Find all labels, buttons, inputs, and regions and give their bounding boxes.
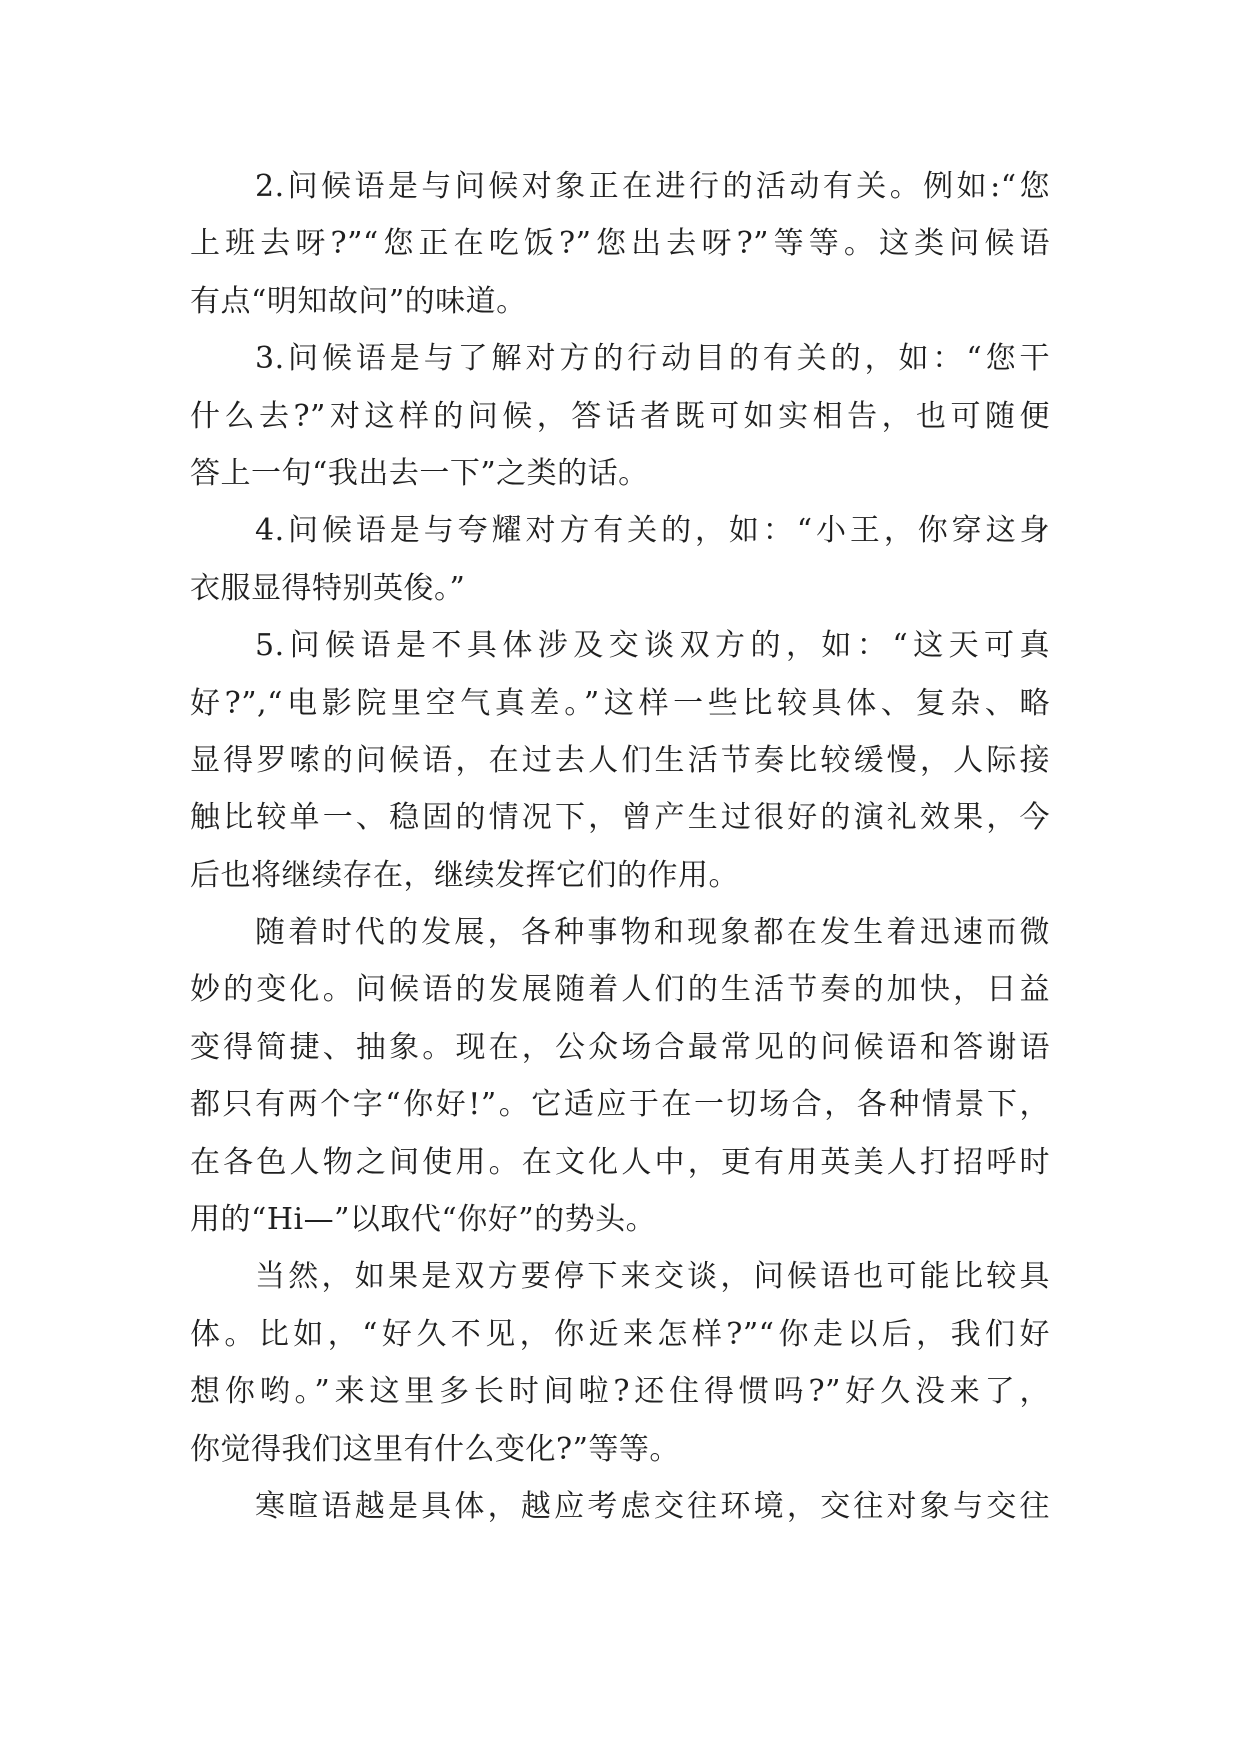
text-line: 4.问候语是与夸耀对方有关的，如：“小王，你穿这身 [255,513,1050,549]
text-line: 上班去呀?”“您正在吃饭?”您出去呀?”等等。这类问候语 [190,226,1050,262]
text-line: 后也将继续存在，继续发挥它们的作用。 [190,857,739,893]
text-line: 想你哟。”来这里多长时间啦?还住得惯吗?”好久没来了， [190,1374,1050,1410]
text-line: 什么去?”对这样的问候，答话者既可如实相告，也可随便 [190,398,1050,434]
text-line: 触比较单一、稳固的情况下，曾产生过很好的演礼效果，今 [190,800,1050,836]
text-line: 2.问候语是与问候对象正在进行的活动有关。例如:“您 [255,169,1050,204]
body-text [190,158,1050,1535]
paragraph-conversation [190,1248,1050,1478]
text-line: 体。比如，“好久不见，你近来怎样?”“你走以后，我们好 [190,1316,1050,1352]
paragraph-item-4 [190,502,1050,617]
text-line: 当然，如果是双方要停下来交谈，问候语也可能比较具 [255,1259,1050,1295]
paragraph-item-5 [190,617,1050,904]
text-line: 3.问候语是与了解对方的行动目的有关的，如：“您干 [255,341,1050,377]
text-line: 都只有两个字“你好!”。它适应于在一切场合，各种情景下， [190,1087,1050,1123]
text-line: 衣服显得特别英俊。” [190,570,466,606]
text-line: 你觉得我们这里有什么变化?”等等。 [190,1431,680,1467]
text-line: 显得罗嗦的问候语，在过去人们生活节奏比较缓慢，人际接 [190,742,1050,778]
text-line: 变得简捷、抽象。现在，公众场合最常见的问候语和答谢语 [190,1029,1050,1065]
text-line: 在各色人物之间使用。在文化人中，更有用英美人打招呼时 [190,1144,1050,1180]
text-line: 用的“Hi—”以取代“你好”的势头。 [190,1202,657,1238]
text-line: 有点“明知故问”的味道。 [190,283,527,319]
paragraph-item-3 [190,330,1050,502]
text-line: 5.问候语是不具体涉及交谈双方的，如：“这天可真 [255,628,1050,664]
text-line: 随着时代的发展，各种事物和现象都在发生着迅速而微 [255,915,1050,951]
paragraph-development [190,904,1050,1248]
paragraph-item-2 [190,158,1050,330]
paragraph-greeting-context [190,1478,1050,1535]
text-line: 答上一句“我出去一下”之类的话。 [190,455,649,491]
text-line: 好?”,“电影院里空气真差。”这样一些比较具体、复杂、略 [190,685,1050,721]
text-line: 寒暄语越是具体，越应考虑交往环境，交往对象与交往 [255,1488,1050,1524]
text-line: 妙的变化。问候语的发展随着人们的生活节奏的加快，日益 [190,972,1050,1008]
